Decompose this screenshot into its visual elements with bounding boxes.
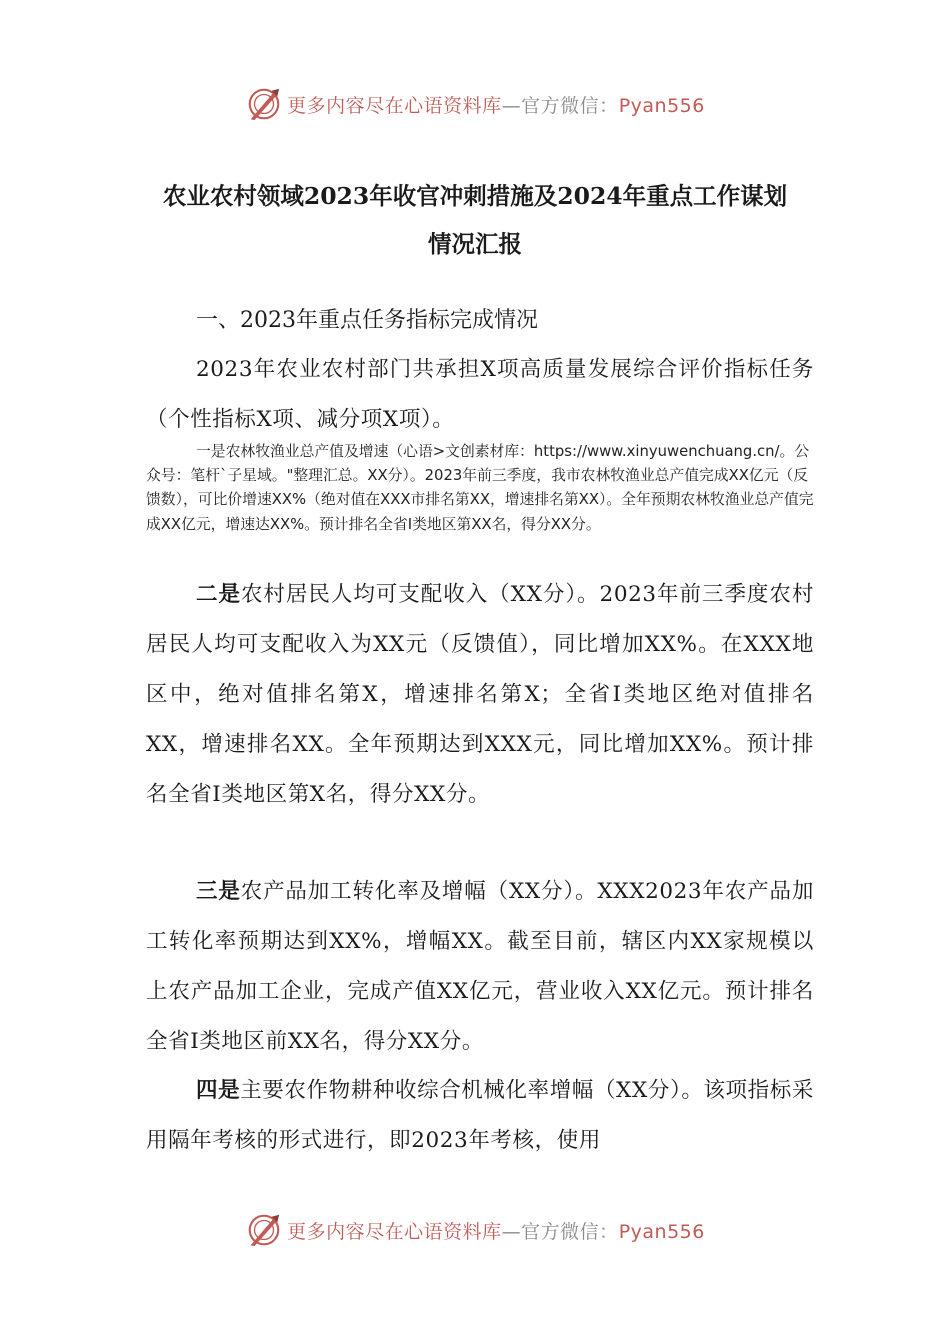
item2-paragraph — [146, 570, 814, 820]
watermark-banner-bottom — [0, 1210, 950, 1250]
watermark-text — [287, 1217, 705, 1244]
item3-lead: 三是 — [196, 879, 241, 904]
item4-body: 主要农作物耕种收综合机械化率增幅（XX分）。该项指标采用隔年考核的形式进行，即2023年考核，使用 — [146, 1078, 814, 1153]
item3-paragraph — [146, 867, 814, 1067]
quill-logo-icon — [245, 1211, 283, 1249]
watermark-banner-top — [0, 84, 950, 124]
document-title-line2: 情况汇报 — [428, 230, 522, 258]
watermark-tail: —官方微信： — [501, 1220, 619, 1243]
item2-body: 农村居民人均可支配收入（XX分）。2023年前三季度农村居民人均可支配收入为XX元（反馈值），同比增加XX%。在XXX地区中，绝对值排名第X，增速排名第X；全省I类地区绝对值排名XX，增速排名XX。全年预期达到XXX元，同比增加XX%。预计排名全省I类地区第X名，得分XX分。 — [146, 582, 814, 807]
watermark-lead: 更多内容尽在心语资料库 — [287, 94, 502, 117]
section1-heading: 一、2023年重点任务指标完成情况 — [196, 308, 538, 333]
item4-paragraph — [146, 1066, 814, 1166]
watermark-text — [287, 91, 705, 118]
item2-lead: 二是 — [196, 582, 241, 607]
intro-paragraph: 2023年农业农村部门共承担X项高质量发展综合评价指标任务（个性指标X项、减分项X项）。 — [146, 357, 814, 432]
item1-paragraph: 一是农林牧渔业总产值及增速（心语>文创素材库：https://www.xinyuwenchuang.cn/。公众号：笔杆`子星域。"整理汇总。XX分）。2023年前三季度，我市农林牧渔业总产值完成XX亿元（反馈数），可比价增速XX%（绝对值在XXX市排名第XX，增速排名第XX）。全年预期农林牧渔业总产值完成XX亿元，增速达XX%。预计排名全省I类地区第XX名，得分XX分。 — [146, 443, 814, 533]
item3-body: 农产品加工转化率及增幅（XX分）。XXX2023年农产品加工转化率预期达到XX%，增幅XX。截至目前，辖区内XX家规模以上农产品加工企业，完成产值XX亿元，营业收入XX亿元。预计排名全省I类地区前XX名，得分XX分。 — [146, 879, 814, 1054]
watermark-lead: 更多内容尽在心语资料库 — [287, 1220, 502, 1243]
watermark-wechat-id: Pyan556 — [618, 94, 705, 117]
watermark-wechat-id: Pyan556 — [618, 1220, 705, 1243]
quill-logo-icon — [245, 85, 283, 123]
watermark-tail: —官方微信： — [501, 94, 619, 117]
item4-lead: 四是 — [196, 1078, 241, 1103]
document-title-line1: 农业农村领域2023年收官冲刺措施及2024年重点工作谋划 — [162, 182, 788, 210]
